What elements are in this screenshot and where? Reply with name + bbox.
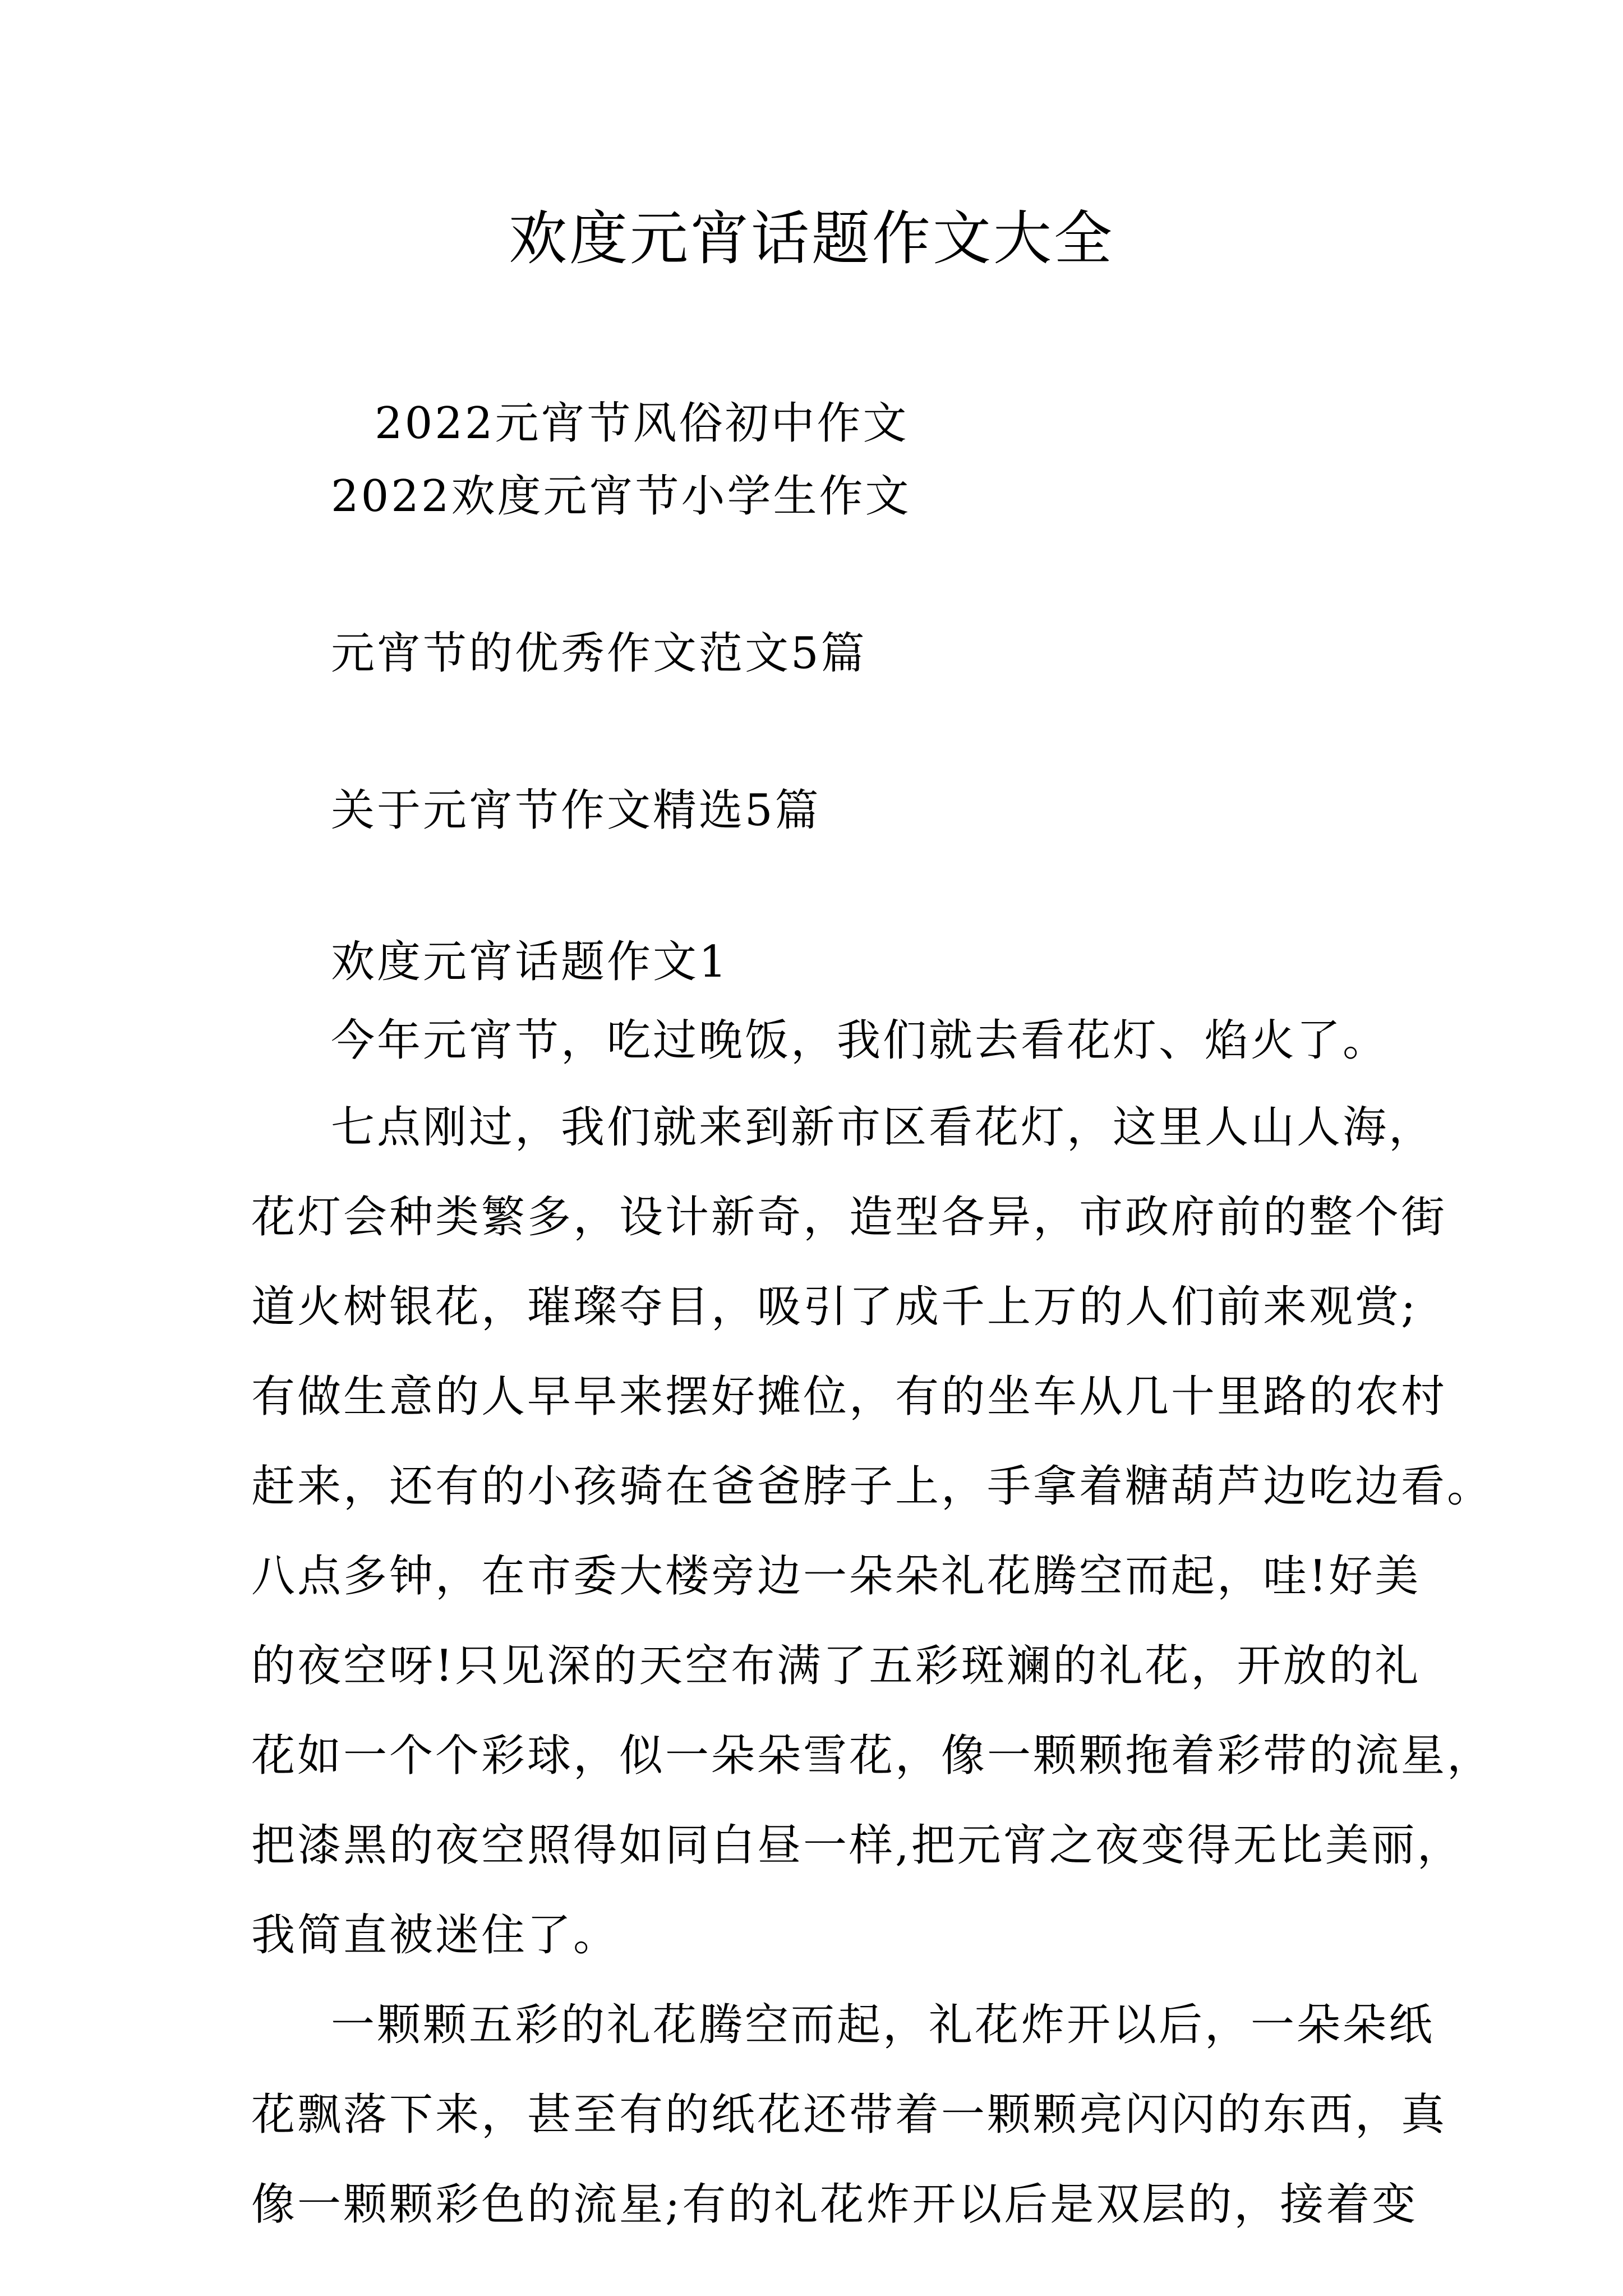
paragraph-line: 像一颗颗彩色的流星;有的礼花炸开以后是双层的，接着变 (251, 2179, 1418, 2230)
paragraph-line: 我简直被迷住了。 (251, 1910, 620, 1961)
paragraph-line: 赶来，还有的小孩骑在爸爸脖子上，手拿着糖葫芦边吃边看。 (251, 1461, 1493, 1512)
link-lantern-festival-selected-essays[interactable]: 关于元宵节作文精选5篇 (331, 785, 821, 836)
paragraph-line: 今年元宵节，吃过晚饭，我们就去看花灯、焰火了。 (331, 1015, 1389, 1066)
paragraph-line: 有做生意的人早早来摆好摊位，有的坐车从几十里路的农村 (251, 1372, 1447, 1422)
paragraph-line: 花灯会种类繁多，设计新奇，造型各异，市政府前的整个街 (251, 1192, 1447, 1243)
section-heading: 欢度元宵话题作文1 (331, 937, 729, 987)
paragraph-line: 花飘落下来，甚至有的纸花还带着一颗颗亮闪闪的东西，真 (251, 2090, 1447, 2140)
paragraph-line: 道火树银花，璀璨夺目，吸引了成千上万的人们前来观赏; (251, 1282, 1418, 1332)
document-title: 欢度元宵话题作文大全 (508, 204, 1114, 273)
paragraph-line: 一颗颗五彩的礼花腾空而起，礼花炸开以后，一朵朵纸 (331, 2000, 1435, 2050)
link-lantern-festival-model-essays[interactable]: 元宵节的优秀作文范文5篇 (331, 628, 867, 679)
link-2022-lantern-festival-primary-essay[interactable]: 2022欢度元宵节小学生作文 (331, 471, 911, 522)
paragraph-line: 七点刚过，我们就来到新市区看花灯，这里人山人海， (331, 1102, 1435, 1153)
paragraph-line: 八点多钟，在市委大楼旁边一朵朵礼花腾空而起，哇!好美 (251, 1551, 1421, 1602)
link-2022-lantern-customs-essay[interactable]: 2022元宵节风俗初中作文 (375, 398, 909, 449)
paragraph-line: 的夜空呀!只见深的天空布满了五彩斑斓的礼花，开放的礼 (251, 1641, 1421, 1691)
paragraph-line: 花如一个个彩球，似一朵朵雪花，像一颗颗拖着彩带的流星， (251, 1731, 1493, 1781)
paragraph-line: 把漆黑的夜空照得如同白昼一样,把元宵之夜变得无比美丽， (251, 1820, 1463, 1871)
